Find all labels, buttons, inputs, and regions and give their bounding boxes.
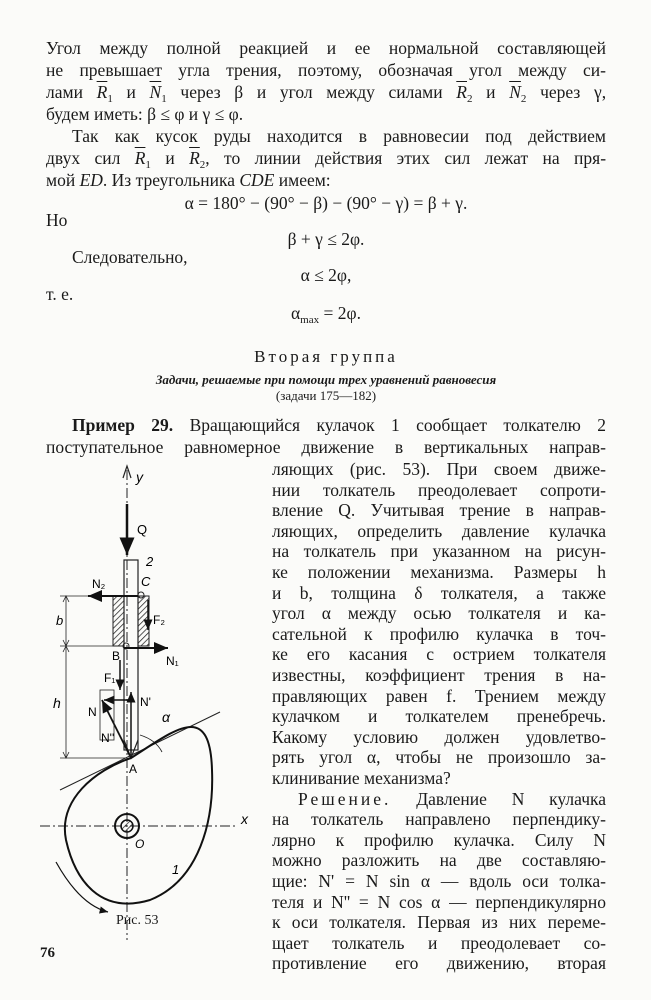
equation: α ≤ 2φ, [300, 265, 352, 285]
text-line: Пример 29. Вращающийся кулачок 1 сообщает толкателю 2 [72, 415, 607, 435]
label-f2: F₂ [153, 613, 165, 627]
text-line: на толкатель направлено перпендику- [272, 809, 606, 830]
text-line: Следовательно, [72, 247, 188, 267]
text-line: не превышает угла трения, поэтому, обозначая угол между си- [46, 60, 606, 80]
figure-caption: Рис. 53 [116, 913, 159, 928]
text-line: т. е. [46, 284, 74, 304]
text-line: рять угол α, чтобы не произошло за- [272, 747, 606, 768]
text-line: нии толкатель преодолевает сопроти- [272, 479, 606, 500]
guide-left [113, 596, 124, 646]
example-label: Пример 29. [72, 415, 174, 435]
label-f1: F₁ [104, 671, 116, 685]
text-line: сательной к профилю кулачка в точ- [272, 623, 606, 644]
text-line: Так как кусок руды находится в равновесии под действием [72, 126, 606, 146]
label-y: y [136, 469, 143, 485]
section-subtitle: Задачи, решаемые при помощи трех уравнений равновесия [155, 372, 497, 387]
label-a: A [129, 762, 138, 776]
text-line: на толкатель при указанном на рисун- [272, 541, 606, 562]
cam-profile [65, 727, 212, 904]
equation: $\alpha_{max} = 2\varphi$. [291, 303, 361, 326]
text-line: известны, коэффициент трения в на- [272, 665, 606, 685]
text-line: ляющих, определить давление кулачка [272, 520, 606, 541]
rotation-arrow [56, 862, 108, 912]
text-line: угол α между осью толкателя и ка- [272, 603, 606, 624]
text-line: лярно к профилю кулачка. Силу N [272, 829, 606, 850]
label-o: O [135, 837, 145, 851]
equation: α = 180° − (90° − β) − (90° − γ) = β + γ. [184, 193, 468, 213]
label-alpha: α [162, 709, 170, 725]
label-b: b [56, 613, 64, 628]
text-line: лами $\overline{R}_1$ и $\overline{N}_1$ через β и угол между силами $\overline{R}_2$ и $\overline{N}_2$ через γ, [46, 82, 607, 105]
text-line: щие: N' = N sin α — вдоль оси толка- [272, 871, 606, 891]
text-line: ке положении механизма. Размеры h [272, 562, 606, 582]
text-line: теля и N'' = N cos α — перпендикулярно [272, 891, 606, 912]
text-line: клинивание механизма? [272, 768, 451, 788]
label-x: x [241, 811, 248, 827]
label-2: 2 [146, 554, 154, 569]
text-line: Угол между полной реакцией и ее нормальной составляющей [46, 38, 606, 58]
label-h: h [53, 695, 61, 711]
text-line: ляющих (рис. 53). При своем движе- [272, 459, 606, 479]
solution-label: Решение. [298, 788, 392, 809]
text-line: кулачком и толкателем пренебречь. [272, 706, 606, 727]
text-line: двух сил $\overline{R}_1$ и $\overline{R}_2$, то линии действия этих сил лежат на пря- [46, 148, 607, 171]
text-line: будем иметь: β ≤ φ и γ ≤ φ. [46, 104, 244, 124]
section-range: (задачи 175—182) [275, 388, 377, 403]
text-line: Но [46, 210, 68, 230]
label-n: N [88, 705, 97, 719]
label-n1: N₁ [166, 654, 179, 668]
text-line: поступательное равномерное движение в вертикальных направ- [46, 437, 606, 457]
label-c: C [141, 574, 151, 589]
label-nprime: N' [140, 695, 151, 709]
text-line: правляющих равен f. Трением между [272, 685, 606, 706]
section-title: Вторая группа [254, 347, 398, 366]
text-line: мой ED. Из треугольника CDE имеем: [46, 170, 331, 190]
page-number: 76 [40, 945, 55, 961]
text-line: к оси толкателя. Первая из них переме- [272, 912, 606, 933]
label-q: Q [137, 522, 148, 537]
text-line: вление Q. Учитывая трение в направ- [272, 500, 606, 521]
label-1: 1 [172, 862, 180, 877]
text-line: можно разложить на две составляю- [272, 850, 606, 871]
text-line: Решение. Давление N кулачка [298, 788, 606, 809]
text-line: противление его движению, вторая [272, 953, 606, 974]
label-bpt: B [112, 649, 121, 663]
equation: β + γ ≤ 2φ. [287, 229, 365, 249]
text-line: Какому условию должен удовлетво- [272, 726, 606, 747]
text-line: ке его касания с острием толкателя [272, 644, 606, 665]
label-ndouble: N'' [101, 731, 115, 745]
text-line: щает толкатель и преодолевает со- [272, 932, 606, 953]
text-line: и b, толщина δ толкателя, а также [272, 582, 606, 603]
label-n2: N₂ [92, 577, 106, 591]
